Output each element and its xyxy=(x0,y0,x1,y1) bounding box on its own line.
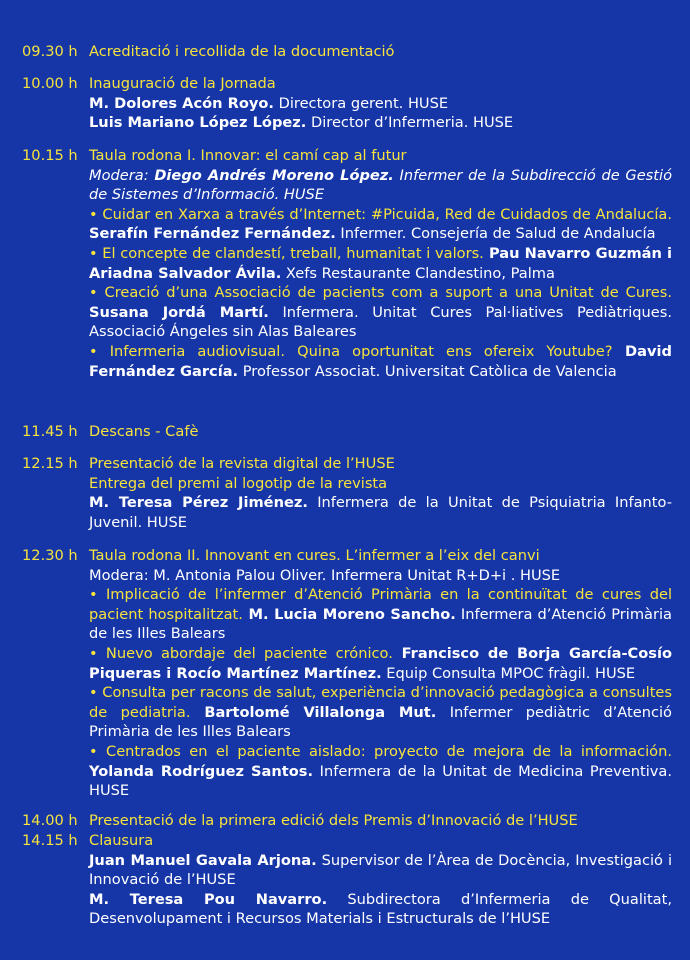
moderator-line xyxy=(89,166,672,205)
speaker-name: Luis Mariano López López. xyxy=(89,114,307,132)
session-title: Taula rodona I. Innovar: el camí cap al futur xyxy=(89,147,407,164)
talk-item xyxy=(89,244,672,283)
time-label: 11.45 h xyxy=(22,423,78,440)
speaker-name: David Fernández García. xyxy=(89,342,672,380)
talk-item xyxy=(89,342,672,381)
speaker-line xyxy=(89,94,672,114)
speaker-role: Infermera d’Atenció Primària de les Illes Balears xyxy=(89,605,672,643)
speaker-role: Infermera de la Unitat de Psiquiatria Infanto-Juvenil. HUSE xyxy=(89,494,672,531)
talk-title: • El concepte de clandestí, treball, humanitat i valors. xyxy=(89,244,484,262)
talk-item xyxy=(89,585,672,644)
schedule-item-1015 xyxy=(22,146,672,381)
speaker-name: M. Teresa Pou Navarro. xyxy=(89,890,328,908)
talk-item xyxy=(89,742,672,801)
speaker-name: M. Teresa Pérez Jiménez. xyxy=(89,494,308,512)
schedule-item-1415 xyxy=(22,831,672,929)
time-label: 10.00 h xyxy=(22,75,78,92)
time-label: 12.15 h xyxy=(22,455,78,472)
schedule-item-1215 xyxy=(22,454,672,532)
speaker-role: Professor Associat. Universitat Catòlica de Valencia xyxy=(238,362,617,380)
speaker-role: Infermer. Consejería de Salud de Andalucía xyxy=(335,225,656,243)
speaker-line xyxy=(89,851,672,890)
talk-title: • Centrados en el paciente aislado: proyecto de mejora de la información. xyxy=(89,742,672,760)
speaker-name: Pau Navarro Guzmán i Ariadna Salvador Ávila. xyxy=(89,244,673,282)
time-label: 14.15 h xyxy=(22,832,78,849)
session-title: Clausura xyxy=(89,832,154,849)
speaker-role: Infermera. Unitat Cures Pal·liatives Pediàtriques. Associació Ángeles sin Alas Baleares xyxy=(89,303,672,341)
session-title: Taula rodona II. Innovant en cures. L’infermer a l’eix del canvi xyxy=(89,547,540,564)
talk-title: • Creació d’una Associació de pacients com a suport a una Unitat de Cures. xyxy=(89,284,672,302)
time-label: 14.00 h xyxy=(22,812,78,829)
session-title: Inauguració de la Jornada xyxy=(89,75,276,92)
speaker-name: M. Dolores Acón Royo. xyxy=(89,94,274,112)
speaker-role: Infermera de la Unitat de Medicina Preventiva. HUSE xyxy=(89,762,672,800)
speaker-role: Directora gerent. HUSE xyxy=(273,94,449,112)
schedule-item-1000 xyxy=(22,74,672,133)
speaker-role: Xefs Restaurante Clandestino, Palma xyxy=(281,264,555,282)
talk-item xyxy=(89,283,672,342)
time-label: 09.30 h xyxy=(22,43,78,60)
session-title: Presentació de la primera edició dels Premis d’Innovació de l’HUSE xyxy=(89,812,578,829)
speaker-role: Infermer pediàtric d’Atenció Primària de les Illes Balears xyxy=(89,703,672,741)
speaker-line xyxy=(89,493,672,532)
talk-title: • Nuevo abordaje del paciente crónico. xyxy=(89,644,393,662)
talk-title: • Consulta per racons de salut, experiència d’innovació pedagògica a consultes de pediatria. xyxy=(89,684,672,721)
talk-item xyxy=(89,644,672,683)
session-title: Descans - Cafè xyxy=(89,423,199,440)
speaker-role: Subdirectora d’Infermeria de Qualitat, Desenvolupament i Recursos Materials i Estructurals de l’HUSE xyxy=(89,890,672,928)
speaker-role: Equip Consulta MPOC fràgil. HUSE xyxy=(381,664,636,682)
speaker-name: Yolanda Rodríguez Santos. xyxy=(89,762,314,780)
time-label: 12.30 h xyxy=(22,547,78,564)
schedule-item-1230 xyxy=(22,546,672,801)
speaker-name: Susana Jordá Martí. xyxy=(89,303,269,321)
talk-title: • Infermeria audiovisual. Quina oportunitat ens ofereix Youtube? xyxy=(89,342,613,360)
speaker-role: Director d’Infermeria. HUSE xyxy=(306,114,514,132)
speaker-name: Francisco de Borja García-Cosío Piqueras i Rocío Martínez Martínez. xyxy=(89,644,672,682)
speaker-name: Bartolomé Villalonga Mut. xyxy=(190,703,437,721)
speaker-name: Serafín Fernández Fernández. xyxy=(89,225,336,243)
speaker-role: Supervisor de l’Àrea de Docència, Investigació i Innovació de l’HUSE xyxy=(89,851,672,889)
speaker-name: Juan Manuel Gavala Arjona. xyxy=(89,851,317,869)
schedule-item-1400 xyxy=(22,811,672,831)
schedule-item-0930 xyxy=(22,42,672,62)
session-title: Presentació de la revista digital de l’HUSE xyxy=(89,455,395,472)
moderator-role: Infermer de la Subdirecció de Gestió de Sistemes d’Informació. HUSE xyxy=(89,166,672,204)
speaker-line xyxy=(89,113,672,133)
time-label: 10.15 h xyxy=(22,147,78,164)
moderator-line: Modera: M. Antonia Palou Oliver. Infermera Unitat R+D+i . HUSE xyxy=(89,566,561,584)
session-subtitle: Entrega del premi al logotip de la revista xyxy=(89,474,388,492)
schedule-item-1145 xyxy=(22,422,672,442)
session-title: Acreditació i recollida de la documentació xyxy=(89,43,395,60)
talk-item xyxy=(89,205,672,244)
moderator-name: Diego Andrés Moreno López. xyxy=(154,166,394,184)
speaker-name: M. Lucia Moreno Sancho. xyxy=(242,605,456,623)
talk-title: • Cuidar en Xarxa a través d’Internet: #Picuida, Red de Cuidados de Andalucía. xyxy=(89,205,672,223)
talk-title: • Implicació de l’infermer d’Atenció Primària en la continuïtat de cures del pacient hospitalitzat. xyxy=(89,586,672,623)
speaker-line xyxy=(89,890,672,929)
talk-item xyxy=(89,683,672,742)
moderator-label: Modera: xyxy=(89,166,155,184)
